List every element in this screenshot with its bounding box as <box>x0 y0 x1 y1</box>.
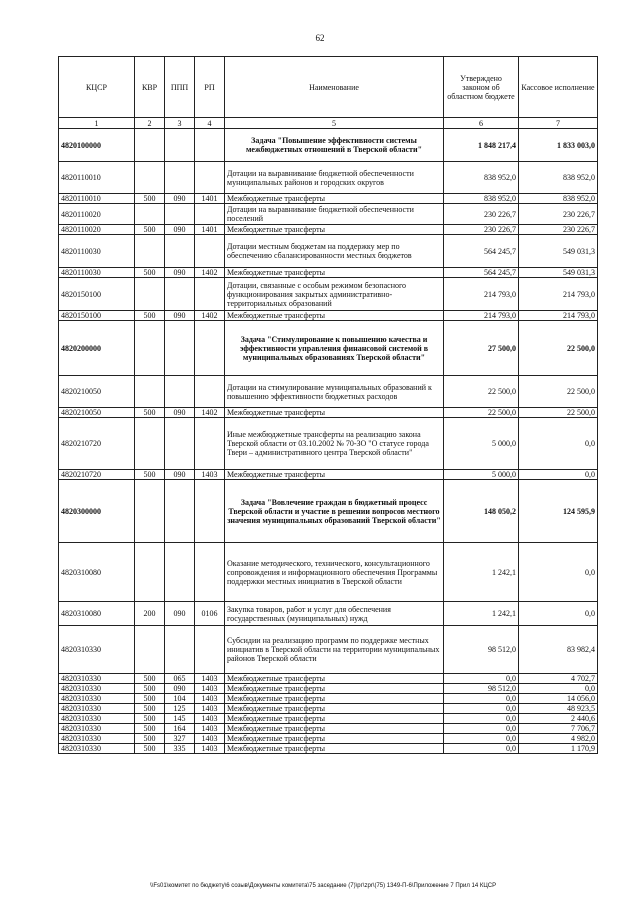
cell-name: Оказание методического, технического, консультационного сопровождения и информационного обеспечения Программы поддержки местных инициатив в Тверской области <box>225 543 444 602</box>
cell-approved: 0,0 <box>444 734 519 744</box>
cell-cash: 124 595,9 <box>519 480 598 543</box>
table-row <box>59 704 598 714</box>
cell-cash: 838 952,0 <box>519 194 598 204</box>
cell-rp <box>195 204 225 225</box>
cell-name: Дотации на выравнивание бюджетной обеспеченности поселений <box>225 204 444 225</box>
cell-cash: 4 982,0 <box>519 734 598 744</box>
cell-cash: 549 031,3 <box>519 268 598 278</box>
cell-ppp <box>165 321 195 376</box>
cell-rp <box>195 321 225 376</box>
cell-cash: 1 170,9 <box>519 744 598 754</box>
cell-name: Межбюджетные трансферты <box>225 470 444 480</box>
table-row <box>59 408 598 418</box>
table-row <box>59 480 598 543</box>
cell-name: Межбюджетные трансферты <box>225 684 444 694</box>
cell-name: Задача "Стимулирование к повышению качества и эффективности управления финансовой системой в муниципальных образованиях Тверской области" <box>225 321 444 376</box>
cell-rp: 1403 <box>195 724 225 734</box>
cell-approved: 27 500,0 <box>444 321 519 376</box>
cell-kvr: 500 <box>135 470 165 480</box>
cell-name: Задача "Повышение эффективности системы межбюджетных отношений в Тверской области" <box>225 129 444 162</box>
cell-cash: 230 226,7 <box>519 225 598 235</box>
cell-approved: 214 793,0 <box>444 311 519 321</box>
table-row <box>59 321 598 376</box>
cell-kcsr: 4820200000 <box>59 321 135 376</box>
table-row <box>59 714 598 724</box>
cell-rp: 1402 <box>195 408 225 418</box>
table-row <box>59 470 598 480</box>
table-row <box>59 278 598 311</box>
cell-kcsr: 4820110030 <box>59 235 135 268</box>
cell-rp: 1403 <box>195 684 225 694</box>
cell-cash: 0,0 <box>519 470 598 480</box>
page-number: 62 <box>315 33 325 43</box>
cell-kcsr: 4820110010 <box>59 194 135 204</box>
cell-kvr: 500 <box>135 225 165 235</box>
cell-name: Иные межбюджетные трансферты на реализацию закона Тверской области от 03.10.2002 № 70-ЗО "О статусе города Твери – административного центра Тверской области" <box>225 418 444 470</box>
table-row <box>59 162 598 194</box>
cell-name: Межбюджетные трансферты <box>225 724 444 734</box>
cell-ppp <box>165 480 195 543</box>
cell-ppp <box>165 278 195 311</box>
cell-rp: 1403 <box>195 744 225 754</box>
column-number: 4 <box>195 118 225 129</box>
cell-kcsr: 4820100000 <box>59 129 135 162</box>
cell-ppp: 090 <box>165 225 195 235</box>
cell-kvr: 200 <box>135 602 165 626</box>
cell-rp: 1403 <box>195 674 225 684</box>
table-row <box>59 129 598 162</box>
cell-cash: 22 500,0 <box>519 408 598 418</box>
cell-cash: 83 982,4 <box>519 626 598 674</box>
cell-kvr <box>135 204 165 225</box>
cell-kcsr: 4820310330 <box>59 734 135 744</box>
cell-rp: 1403 <box>195 704 225 714</box>
cell-rp <box>195 626 225 674</box>
cell-ppp <box>165 204 195 225</box>
cell-ppp: 090 <box>165 684 195 694</box>
cell-name: Межбюджетные трансферты <box>225 408 444 418</box>
cell-kcsr: 4820300000 <box>59 480 135 543</box>
cell-approved: 214 793,0 <box>444 278 519 311</box>
cell-name: Межбюджетные трансферты <box>225 194 444 204</box>
cell-kvr: 500 <box>135 684 165 694</box>
cell-kcsr: 4820110010 <box>59 162 135 194</box>
cell-kcsr: 4820310330 <box>59 714 135 724</box>
cell-kvr: 500 <box>135 674 165 684</box>
cell-kcsr: 4820150100 <box>59 278 135 311</box>
cell-kvr <box>135 321 165 376</box>
cell-kcsr: 4820110030 <box>59 268 135 278</box>
header-name: Наименование <box>225 57 444 118</box>
cell-kcsr: 4820310330 <box>59 724 135 734</box>
cell-rp <box>195 235 225 268</box>
header-cash: Кассовое исполнение <box>519 57 598 118</box>
cell-approved: 0,0 <box>444 744 519 754</box>
table-row <box>59 694 598 704</box>
cell-ppp: 145 <box>165 714 195 724</box>
table-row <box>59 311 598 321</box>
cell-kvr: 500 <box>135 744 165 754</box>
cell-ppp: 090 <box>165 470 195 480</box>
cell-kvr: 500 <box>135 268 165 278</box>
cell-ppp: 090 <box>165 268 195 278</box>
cell-cash: 838 952,0 <box>519 162 598 194</box>
table-row <box>59 543 598 602</box>
table-row <box>59 376 598 408</box>
cell-name: Закупка товаров, работ и услуг для обеспечения государственных (муниципальных) нужд <box>225 602 444 626</box>
cell-kcsr: 4820210050 <box>59 376 135 408</box>
cell-kcsr: 4820310330 <box>59 626 135 674</box>
cell-rp: 1403 <box>195 734 225 744</box>
cell-approved: 0,0 <box>444 704 519 714</box>
cell-cash: 2 440,6 <box>519 714 598 724</box>
header-ppp: ППП <box>165 57 195 118</box>
cell-kvr <box>135 162 165 194</box>
column-number: 3 <box>165 118 195 129</box>
cell-ppp: 327 <box>165 734 195 744</box>
cell-approved: 0,0 <box>444 724 519 734</box>
column-number-row <box>59 118 598 129</box>
cell-kvr <box>135 418 165 470</box>
table-row <box>59 204 598 225</box>
cell-rp <box>195 278 225 311</box>
cell-kvr <box>135 235 165 268</box>
table-row <box>59 684 598 694</box>
cell-kvr: 500 <box>135 694 165 704</box>
cell-kvr: 500 <box>135 704 165 714</box>
cell-rp: 1401 <box>195 225 225 235</box>
table-row <box>59 724 598 734</box>
cell-ppp: 090 <box>165 311 195 321</box>
cell-kcsr: 4820310330 <box>59 744 135 754</box>
cell-rp: 1403 <box>195 470 225 480</box>
cell-name: Межбюджетные трансферты <box>225 704 444 714</box>
cell-ppp <box>165 235 195 268</box>
cell-name: Межбюджетные трансферты <box>225 714 444 724</box>
table-row <box>59 744 598 754</box>
cell-rp <box>195 543 225 602</box>
table-row <box>59 418 598 470</box>
cell-approved: 0,0 <box>444 694 519 704</box>
cell-rp: 1403 <box>195 714 225 724</box>
cell-approved: 564 245,7 <box>444 235 519 268</box>
cell-cash: 214 793,0 <box>519 311 598 321</box>
cell-approved: 230 226,7 <box>444 204 519 225</box>
cell-name: Дотации на выравнивание бюджетной обеспеченности муниципальных районов и городских округов <box>225 162 444 194</box>
cell-cash: 4 702,7 <box>519 674 598 684</box>
cell-kvr <box>135 543 165 602</box>
cell-rp <box>195 376 225 408</box>
header-kcsr: КЦСР <box>59 57 135 118</box>
cell-kvr <box>135 626 165 674</box>
cell-approved: 22 500,0 <box>444 408 519 418</box>
cell-cash: 22 500,0 <box>519 321 598 376</box>
cell-rp: 1402 <box>195 311 225 321</box>
cell-name: Межбюджетные трансферты <box>225 268 444 278</box>
column-number: 6 <box>444 118 519 129</box>
cell-approved: 838 952,0 <box>444 194 519 204</box>
cell-name: Задача "Вовлечение граждан в бюджетный процесс Тверской области и участие в решении вопросов местного значения муниципальных образований Тверской области" <box>225 480 444 543</box>
cell-ppp: 104 <box>165 694 195 704</box>
cell-ppp <box>165 162 195 194</box>
cell-kcsr: 4820310330 <box>59 684 135 694</box>
cell-rp <box>195 418 225 470</box>
cell-kcsr: 4820310330 <box>59 704 135 714</box>
cell-kcsr: 4820310330 <box>59 694 135 704</box>
cell-ppp: 065 <box>165 674 195 684</box>
table-row <box>59 734 598 744</box>
cell-rp: 1403 <box>195 694 225 704</box>
cell-name: Субсидии на реализацию программ по поддержке местных инициатив в Тверской области на территории муниципальных районов Тверской области <box>225 626 444 674</box>
cell-rp: 1401 <box>195 194 225 204</box>
cell-rp: 0106 <box>195 602 225 626</box>
cell-approved: 148 050,2 <box>444 480 519 543</box>
cell-ppp: 335 <box>165 744 195 754</box>
cell-approved: 1 848 217,4 <box>444 129 519 162</box>
cell-kvr <box>135 129 165 162</box>
cell-cash: 14 056,0 <box>519 694 598 704</box>
cell-kvr <box>135 480 165 543</box>
cell-name: Дотации, связанные с особым режимом безопасного функционирования закрытых административно-территориальных образований <box>225 278 444 311</box>
cell-approved: 0,0 <box>444 674 519 684</box>
cell-cash: 214 793,0 <box>519 278 598 311</box>
cell-ppp <box>165 626 195 674</box>
cell-rp <box>195 480 225 543</box>
cell-rp <box>195 162 225 194</box>
cell-approved: 0,0 <box>444 714 519 724</box>
cell-approved: 98 512,0 <box>444 684 519 694</box>
header-rp: РП <box>195 57 225 118</box>
cell-cash: 7 706,7 <box>519 724 598 734</box>
column-number: 5 <box>225 118 444 129</box>
cell-kvr: 500 <box>135 194 165 204</box>
cell-kcsr: 4820210050 <box>59 408 135 418</box>
cell-kcsr: 4820310330 <box>59 674 135 684</box>
cell-ppp: 090 <box>165 602 195 626</box>
cell-kcsr: 4820110020 <box>59 204 135 225</box>
cell-kcsr: 4820210720 <box>59 418 135 470</box>
cell-name: Межбюджетные трансферты <box>225 311 444 321</box>
cell-ppp <box>165 418 195 470</box>
column-number: 7 <box>519 118 598 129</box>
cell-name: Межбюджетные трансферты <box>225 734 444 744</box>
cell-approved: 22 500,0 <box>444 376 519 408</box>
cell-cash: 48 923,5 <box>519 704 598 714</box>
table-row <box>59 674 598 684</box>
cell-kvr <box>135 278 165 311</box>
cell-name: Межбюджетные трансферты <box>225 674 444 684</box>
table-row <box>59 225 598 235</box>
table-row <box>59 235 598 268</box>
table-body <box>59 129 598 754</box>
header-approved: Утверждено законом об областном бюджете <box>444 57 519 118</box>
cell-kcsr: 4820110020 <box>59 225 135 235</box>
cell-rp: 1402 <box>195 268 225 278</box>
cell-cash: 0,0 <box>519 418 598 470</box>
cell-name: Межбюджетные трансферты <box>225 744 444 754</box>
footer-file-path: \\Fs01\комитет по бюджету\6 созыв\Документы комитета\75 заседание (7)\рг\zpr\(75) 1349-П-6\Приложение 7 Прил 14 КЦСР <box>150 883 497 889</box>
cell-approved: 230 226,7 <box>444 225 519 235</box>
cell-approved: 5 000,0 <box>444 470 519 480</box>
column-number: 2 <box>135 118 165 129</box>
table-row <box>59 626 598 674</box>
cell-kvr: 500 <box>135 714 165 724</box>
cell-name: Межбюджетные трансферты <box>225 694 444 704</box>
cell-cash: 549 031,3 <box>519 235 598 268</box>
cell-kvr: 500 <box>135 408 165 418</box>
cell-ppp <box>165 129 195 162</box>
cell-approved: 838 952,0 <box>444 162 519 194</box>
cell-cash: 0,0 <box>519 543 598 602</box>
cell-ppp <box>165 543 195 602</box>
cell-kcsr: 4820310080 <box>59 602 135 626</box>
cell-approved: 564 245,7 <box>444 268 519 278</box>
header-kvr: КВР <box>135 57 165 118</box>
cell-kcsr: 4820150100 <box>59 311 135 321</box>
cell-cash: 22 500,0 <box>519 376 598 408</box>
cell-cash: 0,0 <box>519 602 598 626</box>
header-row <box>59 57 598 118</box>
cell-kvr: 500 <box>135 734 165 744</box>
cell-cash: 0,0 <box>519 684 598 694</box>
cell-ppp: 164 <box>165 724 195 734</box>
cell-kcsr: 4820210720 <box>59 470 135 480</box>
cell-approved: 98 512,0 <box>444 626 519 674</box>
cell-ppp: 125 <box>165 704 195 714</box>
cell-name: Дотации на стимулирование муниципальных образований к повышению эффективности бюджетных расходов <box>225 376 444 408</box>
cell-kcsr: 4820310080 <box>59 543 135 602</box>
cell-name: Межбюджетные трансферты <box>225 225 444 235</box>
cell-kvr: 500 <box>135 311 165 321</box>
cell-kvr <box>135 376 165 408</box>
cell-approved: 5 000,0 <box>444 418 519 470</box>
cell-approved: 1 242,1 <box>444 602 519 626</box>
cell-ppp: 090 <box>165 408 195 418</box>
cell-kvr: 500 <box>135 724 165 734</box>
cell-cash: 1 833 003,0 <box>519 129 598 162</box>
table-row <box>59 268 598 278</box>
cell-cash: 230 226,7 <box>519 204 598 225</box>
cell-rp <box>195 129 225 162</box>
cell-approved: 1 242,1 <box>444 543 519 602</box>
cell-ppp: 090 <box>165 194 195 204</box>
cell-name: Дотации местным бюджетам на поддержку мер по обеспечению сбалансированности местных бюджетов <box>225 235 444 268</box>
column-number: 1 <box>59 118 135 129</box>
table-row <box>59 194 598 204</box>
table-row <box>59 602 598 626</box>
budget-table <box>58 56 598 754</box>
cell-ppp <box>165 376 195 408</box>
